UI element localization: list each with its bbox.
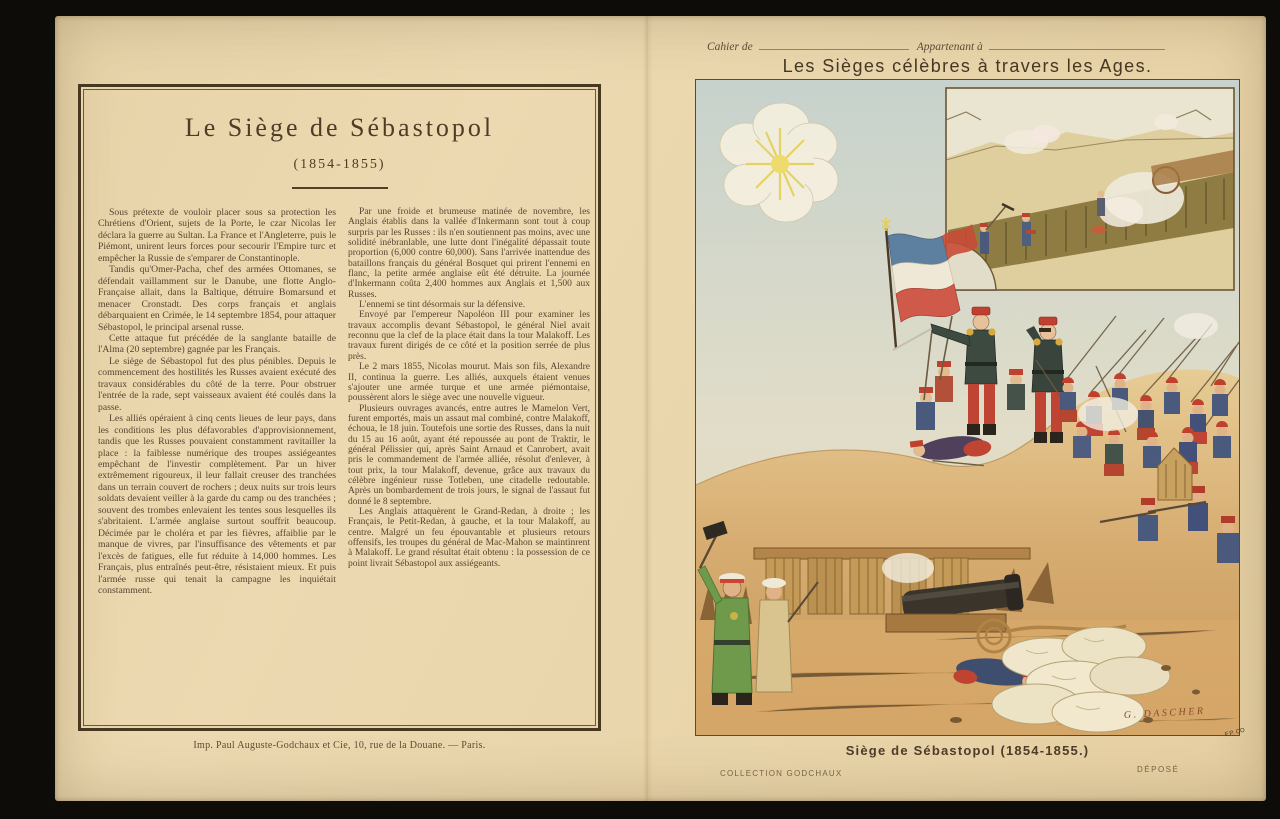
paragraph: Le 2 mars 1855, Nicolas mourut. Mais son fils, Alexandre II, continua la guerre. Les alliés, auxquels étaient venues s'ajouter une armée turque et une armée piémontaise, poussèrent alors le siège avec une nouvelle vigueur. <box>348 362 590 404</box>
smoke-puff <box>1078 397 1138 431</box>
text-columns <box>98 207 590 705</box>
appartenant-blank-line <box>989 38 1165 50</box>
battle-illustration <box>695 79 1240 736</box>
left-page-frame <box>78 84 601 731</box>
paragraph: Le siège de Sébastopol fut des plus pénibles. Depuis le commencement des hostilités les Russes avaient exécuté des travaux considérables du côté de la terre. Pour obstruer l'entrée de la rade, sept vaisseaux avaient été coulés dans la passe. <box>98 355 336 413</box>
depose-label: DÉPOSÉ <box>1137 765 1180 774</box>
paragraph: Envoyé par l'empereur Napoléon III pour examiner les travaux accomplis devant Sébastopol, le général Niel avait reconnu que la clef de la place était dans la tour Malakoff. Les travaux furent dirigés de ce côté et la position serrée de plus près. <box>348 310 590 362</box>
illustration-svg <box>696 80 1239 735</box>
title-rule <box>292 187 388 189</box>
depose-stamp-icon: F.P. CO <box>1224 727 1246 739</box>
cahier-blank-line <box>759 38 909 50</box>
text-column-left <box>98 207 336 705</box>
paragraph: L'ennemi se tint désormais sur la défensive. <box>359 300 526 311</box>
paragraph: Tandis qu'Omer-Pacha, chef des armées Ottomanes, se défendait vaillamment sur le Danube, une flotte Anglo-Française allait, dans la Baltique, détruire Bomarsund et menacer Cronstadt. Des corps français et anglais débarquaient en Crimée, le 14 septembre 1854, pour attaquer Sébastopol, le principal arsenal russe. <box>98 264 336 333</box>
page-title: Le Siège de Sébastopol <box>184 113 495 142</box>
paragraph: Plusieurs ouvrages avancés, entre autres le Mamelon Vert, furent emportés, mais un assaut mal combiné, contre Malakoff, échoua, le 18 juin. Toutefois une sortie des Russes, dans la nuit du 15 au 16 août, ayant été repoussée au pont de Traktir, le général Pélissier qui, après Saint Arnaud et Canrobert, avait pris le commandement de l'armée alliée, résolut d'enlever, à tout prix, la tour Malakoff, devenue, grâce aux travaux du célèbre ingénieur russe Totleben, une citadelle redoutable. Après un bombardement de trois jours, le signal de l'assaut fut donné le 8 septembre. <box>348 403 590 507</box>
document-spread <box>55 16 1266 801</box>
series-title: Les Sièges célèbres à travers les Ages. <box>782 56 1153 76</box>
paragraph: Les alliés opéraient à cinq cents lieues de leur pays, dans les conditions les plus défavorables d'approvisionnement, tandis que les Russes pouvaient constamment ravitailler la place : la faiblesse numérique des troupes assiégeantes empêchant de l'investir complètement. Par un hiver extrêmement rigoureux, il leur fallait creuser des tranchées dans un terrain couvert de rochers ; deux nuits sur trois leurs soldats devaient veiller à la garde du camp ou des tranchées ; souvent des trombes enlevaient les tentes sous lesquelles ils s'abritaient. L'armée anglaise surtout souffrit beaucoup. Décimée par le choléra et par les fièvres, affaiblie par le manque de vivres, par l'insuffisance des vêtements et par l'excès de fatigues, elle fut réduite à 14,000 hommes. Les Français, plus entraînés peut-être, résistaient mieux. Et puis l'armée russe qui tenait la campagne les inquiétait constamment. <box>98 413 336 596</box>
inset-vignette <box>946 88 1234 290</box>
artist-signature: G. DASCHER <box>1123 705 1206 721</box>
paragraph: Les Anglais attaquèrent le Grand-Redan, à droite ; les Français, le Petit-Redan, à gauche, et la tour Malakoff, au centre. Malgré un feu épouvantable et plusieurs retours offensifs, les troupes du général de Mac-Mahon se maintinrent à Malakoff. Le grand résultat était obtenu : la possession de ce point livrait Sébastopol aux assiégeants. <box>348 506 590 569</box>
appartenant-label: Appartenant à <box>916 41 983 53</box>
printer-imprint: Imp. Paul Auguste-Godchaux et Cie, 10, rue de la Douane. — Paris. <box>193 740 486 751</box>
cahier-label: Cahier de <box>707 41 753 53</box>
illustration-caption: Siège de Sébastopol (1854-1855.) <box>845 743 1090 758</box>
paragraph: Cette attaque fut précédée de la sanglante bataille de l'Alma (20 septembre) gagnée par les Français. <box>98 332 336 356</box>
collection-label: COLLECTION GODCHAUX <box>720 769 843 778</box>
smoke-puff <box>882 553 934 583</box>
text-column-right <box>348 207 590 705</box>
paragraph: Par une froide et brumeuse matinée de novembre, les Anglais établis dans la vallée d'Inkermann sont tout à coup surpris par les Russes : ils n'en soutiennent pas moins, avec une solidité inébranlable, une lutte dont l'inégalité dépassait toute proportion (6,000 contre 60,000). Sans l'arrivée inattendue des bataillons français du général Bosquet qui prirent l'ennemi en flanc, la petite armée anglaise eût été détruite. La journée d'Inkermann coûta 2,400 hommes aux Anglais et 1,500 aux Russes. <box>348 207 590 300</box>
page-subtitle: (1854-1855) <box>293 157 386 172</box>
page-fold-crease <box>643 16 653 801</box>
paragraph: Sous prétexte de vouloir placer sous sa protection les Chrétiens d'Orient, sujets de la Porte, le czar Nicolas Ier déclara la guerre au Sultan. La France et l'Angleterre, puis le Piémont, unirent leurs forces pour secourir l'Empire turc et empêcher la Russie de s'emparer de Constantinople. <box>98 207 336 264</box>
notebook-header <box>707 38 1247 53</box>
smoke-puff <box>1174 313 1218 339</box>
